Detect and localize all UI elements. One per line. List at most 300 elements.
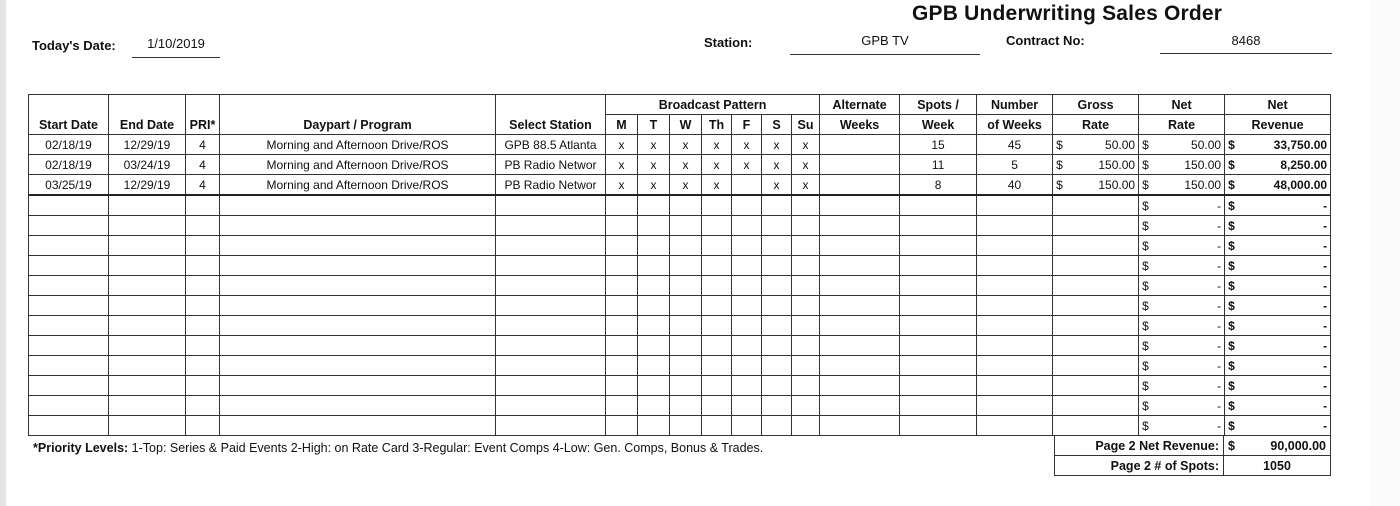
- table-row: [29, 276, 1331, 296]
- currency-symbol: $: [1142, 378, 1149, 393]
- net-revenue-cell[interactable]: [1225, 195, 1331, 216]
- net-rate-cell[interactable]: [1139, 175, 1225, 196]
- net-rate-cell[interactable]: [1139, 296, 1225, 316]
- gross-rate-cell[interactable]: [1053, 336, 1139, 356]
- start-date-cell[interactable]: [29, 356, 109, 376]
- day-m-cell[interactable]: [606, 195, 638, 216]
- day-w-cell[interactable]: [670, 216, 702, 236]
- number-weeks-cell[interactable]: [977, 296, 1053, 316]
- net-rate-cell[interactable]: [1139, 396, 1225, 416]
- net-rate-cell[interactable]: [1139, 135, 1225, 155]
- alternate-weeks-cell[interactable]: [820, 175, 900, 196]
- day-th-cell[interactable]: [702, 396, 732, 416]
- currency-symbol: $: [1228, 438, 1235, 453]
- day-th-cell[interactable]: [702, 195, 732, 216]
- day-m-cell[interactable]: x: [606, 135, 638, 155]
- spots-week-cell[interactable]: [900, 236, 977, 256]
- spots-week-cell[interactable]: 11: [900, 155, 977, 175]
- day-t-cell[interactable]: x: [638, 175, 670, 196]
- order-rows: [29, 135, 1331, 436]
- net-revenue-cell[interactable]: [1225, 276, 1331, 296]
- net-rate-cell[interactable]: [1139, 216, 1225, 236]
- daypart-cell[interactable]: [220, 416, 496, 436]
- table-row: [29, 135, 1331, 155]
- daypart-cell[interactable]: [220, 195, 496, 216]
- station-cell[interactable]: PB Radio Networ: [496, 155, 606, 175]
- alternate-weeks-cell[interactable]: [820, 316, 900, 336]
- number-weeks-cell[interactable]: 45: [977, 135, 1053, 155]
- number-weeks-cell[interactable]: [977, 256, 1053, 276]
- station-cell[interactable]: [496, 296, 606, 316]
- day-f-cell[interactable]: [732, 376, 762, 396]
- pri-cell[interactable]: [186, 396, 220, 416]
- day-th-cell[interactable]: [702, 376, 732, 396]
- alternate-weeks-cell[interactable]: [820, 296, 900, 316]
- currency-symbol: $: [1142, 398, 1149, 413]
- pri-cell[interactable]: [186, 216, 220, 236]
- number-weeks-cell[interactable]: [977, 376, 1053, 396]
- net-revenue-cell[interactable]: [1225, 416, 1331, 436]
- priority-footnote: [33, 441, 763, 455]
- net-revenue-cell[interactable]: [1225, 356, 1331, 376]
- daypart-cell[interactable]: [220, 316, 496, 336]
- col-day-m: M: [606, 115, 638, 135]
- net-revenue-cell[interactable]: [1225, 236, 1331, 256]
- gross-rate-cell[interactable]: [1053, 195, 1139, 216]
- end-date-cell[interactable]: [109, 336, 186, 356]
- day-w-cell[interactable]: [670, 316, 702, 336]
- day-m-cell[interactable]: x: [606, 155, 638, 175]
- day-t-cell[interactable]: x: [638, 135, 670, 155]
- spots-week-cell[interactable]: [900, 216, 977, 236]
- pri-cell[interactable]: [186, 316, 220, 336]
- day-th-cell[interactable]: x: [702, 135, 732, 155]
- day-m-cell[interactable]: [606, 276, 638, 296]
- alternate-weeks-cell[interactable]: [820, 256, 900, 276]
- end-date-cell[interactable]: 12/29/19: [109, 175, 186, 196]
- pri-cell[interactable]: [186, 336, 220, 356]
- station-cell[interactable]: [496, 376, 606, 396]
- day-su-cell[interactable]: [792, 195, 820, 216]
- end-date-cell[interactable]: [109, 356, 186, 376]
- day-s-cell[interactable]: [762, 336, 792, 356]
- day-s-cell[interactable]: [762, 216, 792, 236]
- start-date-cell[interactable]: [29, 276, 109, 296]
- daypart-cell[interactable]: [220, 356, 496, 376]
- alternate-weeks-cell[interactable]: [820, 336, 900, 356]
- spots-week-cell[interactable]: [900, 296, 977, 316]
- alternate-weeks-cell[interactable]: [820, 416, 900, 436]
- daypart-cell[interactable]: [220, 336, 496, 356]
- spots-week-cell[interactable]: [900, 396, 977, 416]
- page-net-revenue-value: 90,000.00: [1270, 438, 1326, 453]
- sales-order-table: [28, 94, 1331, 436]
- net-rate-cell[interactable]: [1139, 256, 1225, 276]
- start-date-cell[interactable]: [29, 376, 109, 396]
- start-date-cell[interactable]: [29, 316, 109, 336]
- end-date-cell[interactable]: [109, 296, 186, 316]
- day-w-cell[interactable]: [670, 376, 702, 396]
- net-revenue-cell-value: -: [1323, 338, 1328, 353]
- number-weeks-cell[interactable]: [977, 316, 1053, 336]
- net-rate-cell-value: -: [1217, 218, 1222, 233]
- net-rate-cell[interactable]: [1139, 416, 1225, 436]
- end-date-cell[interactable]: [109, 376, 186, 396]
- day-w-cell[interactable]: [670, 416, 702, 436]
- day-su-cell[interactable]: x: [792, 155, 820, 175]
- number-weeks-cell[interactable]: [977, 195, 1053, 216]
- pri-cell[interactable]: 4: [186, 135, 220, 155]
- number-weeks-cell[interactable]: [977, 276, 1053, 296]
- day-su-cell[interactable]: [792, 276, 820, 296]
- alternate-weeks-cell[interactable]: [820, 376, 900, 396]
- day-f-cell[interactable]: [732, 336, 762, 356]
- alternate-weeks-cell[interactable]: [820, 236, 900, 256]
- start-date-cell[interactable]: [29, 396, 109, 416]
- alternate-weeks-cell[interactable]: [820, 216, 900, 236]
- gross-rate-cell[interactable]: [1053, 276, 1139, 296]
- daypart-cell[interactable]: [220, 256, 496, 276]
- day-th-cell[interactable]: x: [702, 175, 732, 196]
- net-rate-cell[interactable]: [1139, 236, 1225, 256]
- station-cell[interactable]: [496, 276, 606, 296]
- day-f-cell[interactable]: [732, 396, 762, 416]
- number-weeks-cell[interactable]: [977, 416, 1053, 436]
- net-revenue-cell[interactable]: [1225, 256, 1331, 276]
- day-f-cell[interactable]: [732, 296, 762, 316]
- number-weeks-cell[interactable]: [977, 396, 1053, 416]
- pri-cell[interactable]: [186, 296, 220, 316]
- station-cell[interactable]: GPB 88.5 Atlanta: [496, 135, 606, 155]
- start-date-cell[interactable]: [29, 296, 109, 316]
- start-date-cell[interactable]: 02/18/19: [29, 155, 109, 175]
- day-th-cell[interactable]: [702, 236, 732, 256]
- page-spots-value: 1050: [1224, 456, 1331, 476]
- net-rate-cell[interactable]: [1139, 316, 1225, 336]
- day-t-cell[interactable]: [638, 416, 670, 436]
- day-th-cell[interactable]: [702, 276, 732, 296]
- alternate-weeks-cell[interactable]: [820, 135, 900, 155]
- currency-symbol: $: [1142, 157, 1149, 172]
- net-rate-cell-value: -: [1217, 198, 1222, 213]
- day-t-cell[interactable]: [638, 276, 670, 296]
- net-rate-cell[interactable]: [1139, 195, 1225, 216]
- day-s-cell[interactable]: [762, 236, 792, 256]
- day-s-cell[interactable]: [762, 296, 792, 316]
- number-weeks-cell[interactable]: [977, 216, 1053, 236]
- gross-rate-cell[interactable]: [1053, 236, 1139, 256]
- day-m-cell[interactable]: [606, 236, 638, 256]
- number-weeks-cell[interactable]: 40: [977, 175, 1053, 196]
- end-date-cell[interactable]: 03/24/19: [109, 155, 186, 175]
- start-date-cell[interactable]: 02/18/19: [29, 135, 109, 155]
- day-th-cell[interactable]: [702, 256, 732, 276]
- day-t-cell[interactable]: [638, 296, 670, 316]
- daypart-cell[interactable]: Morning and Afternoon Drive/ROS: [220, 155, 496, 175]
- net-revenue-cell-value: -: [1323, 198, 1328, 213]
- spots-week-cell[interactable]: 8: [900, 175, 977, 196]
- day-t-cell[interactable]: [638, 216, 670, 236]
- pri-cell[interactable]: [186, 256, 220, 276]
- gross-rate-cell[interactable]: [1053, 216, 1139, 236]
- end-date-cell[interactable]: 12/29/19: [109, 135, 186, 155]
- day-t-cell[interactable]: [638, 356, 670, 376]
- pri-cell[interactable]: 4: [186, 175, 220, 196]
- day-su-cell[interactable]: [792, 376, 820, 396]
- daypart-cell[interactable]: [220, 276, 496, 296]
- day-f-cell[interactable]: x: [732, 135, 762, 155]
- day-w-cell[interactable]: [670, 296, 702, 316]
- start-date-cell[interactable]: 03/25/19: [29, 175, 109, 196]
- start-date-cell[interactable]: [29, 416, 109, 436]
- day-t-cell[interactable]: [638, 396, 670, 416]
- day-m-cell[interactable]: [606, 316, 638, 336]
- day-m-cell[interactable]: [606, 256, 638, 276]
- day-m-cell[interactable]: [606, 216, 638, 236]
- net-rate-cell[interactable]: [1139, 376, 1225, 396]
- number-weeks-cell[interactable]: [977, 236, 1053, 256]
- station-cell[interactable]: [496, 396, 606, 416]
- station-cell[interactable]: [496, 236, 606, 256]
- day-m-cell[interactable]: [606, 356, 638, 376]
- day-su-cell[interactable]: [792, 216, 820, 236]
- day-w-cell[interactable]: [670, 256, 702, 276]
- daypart-cell[interactable]: [220, 396, 496, 416]
- day-su-cell[interactable]: [792, 396, 820, 416]
- currency-symbol: $: [1142, 358, 1149, 373]
- day-m-cell[interactable]: [606, 336, 638, 356]
- day-su-cell[interactable]: [792, 316, 820, 336]
- day-s-cell[interactable]: x: [762, 135, 792, 155]
- day-t-cell[interactable]: [638, 236, 670, 256]
- start-date-cell[interactable]: [29, 256, 109, 276]
- station-cell[interactable]: [496, 336, 606, 356]
- pri-cell[interactable]: [186, 276, 220, 296]
- gross-rate-cell[interactable]: [1053, 356, 1139, 376]
- end-date-cell[interactable]: [109, 195, 186, 216]
- day-th-cell[interactable]: [702, 356, 732, 376]
- gross-rate-cell[interactable]: [1053, 256, 1139, 276]
- day-s-cell[interactable]: [762, 256, 792, 276]
- station-cell[interactable]: [496, 316, 606, 336]
- day-w-cell[interactable]: [670, 195, 702, 216]
- pri-cell[interactable]: [186, 195, 220, 216]
- day-w-cell[interactable]: [670, 276, 702, 296]
- day-m-cell[interactable]: [606, 416, 638, 436]
- table-row: [29, 336, 1331, 356]
- day-f-cell[interactable]: [732, 216, 762, 236]
- day-w-cell[interactable]: [670, 336, 702, 356]
- currency-symbol: $: [1228, 418, 1235, 433]
- spots-week-cell[interactable]: [900, 336, 977, 356]
- day-th-cell[interactable]: [702, 216, 732, 236]
- pri-cell[interactable]: [186, 416, 220, 436]
- station-cell[interactable]: [496, 195, 606, 216]
- day-th-cell[interactable]: [702, 336, 732, 356]
- station-cell[interactable]: [496, 416, 606, 436]
- day-su-cell[interactable]: [792, 236, 820, 256]
- spots-week-cell[interactable]: 15: [900, 135, 977, 155]
- day-su-cell[interactable]: x: [792, 135, 820, 155]
- day-t-cell[interactable]: [638, 316, 670, 336]
- day-m-cell[interactable]: x: [606, 175, 638, 196]
- station-cell[interactable]: [496, 216, 606, 236]
- day-s-cell[interactable]: [762, 376, 792, 396]
- net-rate-cell[interactable]: [1139, 276, 1225, 296]
- gross-rate-cell[interactable]: [1053, 175, 1139, 196]
- end-date-cell[interactable]: [109, 316, 186, 336]
- net-revenue-cell[interactable]: [1225, 155, 1331, 175]
- alternate-weeks-cell[interactable]: [820, 155, 900, 175]
- net-rate-cell[interactable]: [1139, 155, 1225, 175]
- day-su-cell[interactable]: [792, 356, 820, 376]
- daypart-cell[interactable]: [220, 376, 496, 396]
- table-row: [29, 316, 1331, 336]
- day-f-cell[interactable]: [732, 256, 762, 276]
- day-f-cell[interactable]: [732, 195, 762, 216]
- alternate-weeks-cell[interactable]: [820, 195, 900, 216]
- day-s-cell[interactable]: x: [762, 155, 792, 175]
- gross-rate-cell[interactable]: [1053, 396, 1139, 416]
- day-m-cell[interactable]: [606, 376, 638, 396]
- day-m-cell[interactable]: [606, 296, 638, 316]
- pri-cell[interactable]: [186, 236, 220, 256]
- start-date-cell[interactable]: [29, 336, 109, 356]
- spots-week-cell[interactable]: [900, 416, 977, 436]
- day-w-cell[interactable]: [670, 236, 702, 256]
- net-revenue-cell[interactable]: [1225, 135, 1331, 155]
- day-th-cell[interactable]: [702, 296, 732, 316]
- end-date-cell[interactable]: [109, 256, 186, 276]
- day-su-cell[interactable]: [792, 296, 820, 316]
- day-su-cell[interactable]: x: [792, 175, 820, 196]
- start-date-cell[interactable]: [29, 195, 109, 216]
- day-f-cell[interactable]: [732, 276, 762, 296]
- col-spots-week-bottom: Week: [900, 115, 977, 135]
- day-t-cell[interactable]: [638, 256, 670, 276]
- day-th-cell[interactable]: [702, 416, 732, 436]
- spots-week-cell[interactable]: [900, 256, 977, 276]
- day-th-cell[interactable]: x: [702, 155, 732, 175]
- page-summary: [1054, 435, 1331, 476]
- spots-week-cell[interactable]: [900, 195, 977, 216]
- table-row: [29, 195, 1331, 216]
- end-date-cell[interactable]: [109, 396, 186, 416]
- gross-rate-cell[interactable]: [1053, 296, 1139, 316]
- net-revenue-cell[interactable]: [1225, 376, 1331, 396]
- net-revenue-cell[interactable]: [1225, 316, 1331, 336]
- number-weeks-cell[interactable]: [977, 336, 1053, 356]
- gross-rate-cell[interactable]: [1053, 376, 1139, 396]
- day-su-cell[interactable]: [792, 336, 820, 356]
- alternate-weeks-cell[interactable]: [820, 276, 900, 296]
- net-revenue-cell[interactable]: [1225, 296, 1331, 316]
- day-w-cell[interactable]: x: [670, 155, 702, 175]
- currency-symbol: $: [1142, 278, 1149, 293]
- gross-rate-cell[interactable]: [1053, 135, 1139, 155]
- net-rate-cell[interactable]: [1139, 356, 1225, 376]
- day-th-cell[interactable]: [702, 316, 732, 336]
- spots-week-cell[interactable]: [900, 376, 977, 396]
- day-s-cell[interactable]: x: [762, 175, 792, 196]
- daypart-cell[interactable]: Morning and Afternoon Drive/ROS: [220, 135, 496, 155]
- day-s-cell[interactable]: [762, 396, 792, 416]
- currency-symbol: $: [1228, 137, 1235, 152]
- end-date-cell[interactable]: [109, 236, 186, 256]
- day-su-cell[interactable]: [792, 256, 820, 276]
- spots-week-cell[interactable]: [900, 316, 977, 336]
- start-date-cell[interactable]: [29, 216, 109, 236]
- day-f-cell[interactable]: [732, 416, 762, 436]
- day-w-cell[interactable]: x: [670, 175, 702, 196]
- alternate-weeks-cell[interactable]: [820, 356, 900, 376]
- pri-cell[interactable]: 4: [186, 155, 220, 175]
- day-w-cell[interactable]: [670, 396, 702, 416]
- station-cell[interactable]: PB Radio Networ: [496, 175, 606, 196]
- day-s-cell[interactable]: [762, 316, 792, 336]
- station-cell[interactable]: [496, 356, 606, 376]
- station-value[interactable]: GPB TV: [861, 33, 909, 48]
- day-s-cell[interactable]: [762, 416, 792, 436]
- number-weeks-cell[interactable]: [977, 356, 1053, 376]
- currency-symbol: $: [1228, 218, 1235, 233]
- gross-rate-cell[interactable]: [1053, 155, 1139, 175]
- day-t-cell[interactable]: [638, 336, 670, 356]
- net-rate-cell[interactable]: [1139, 336, 1225, 356]
- spots-week-cell[interactable]: [900, 356, 977, 376]
- pri-cell[interactable]: [186, 356, 220, 376]
- net-revenue-cell[interactable]: [1225, 396, 1331, 416]
- daypart-cell[interactable]: [220, 296, 496, 316]
- pri-cell[interactable]: [186, 376, 220, 396]
- spots-week-cell[interactable]: [900, 276, 977, 296]
- day-s-cell[interactable]: [762, 195, 792, 216]
- day-s-cell[interactable]: [762, 276, 792, 296]
- day-f-cell[interactable]: [732, 356, 762, 376]
- alternate-weeks-cell[interactable]: [820, 396, 900, 416]
- net-revenue-cell[interactable]: [1225, 175, 1331, 196]
- day-f-cell[interactable]: [732, 236, 762, 256]
- net-revenue-cell[interactable]: [1225, 336, 1331, 356]
- end-date-cell[interactable]: [109, 216, 186, 236]
- daypart-cell[interactable]: Morning and Afternoon Drive/ROS: [220, 175, 496, 196]
- todays-date-value[interactable]: 1/10/2019: [147, 36, 205, 51]
- station-cell[interactable]: [496, 256, 606, 276]
- gross-rate-cell[interactable]: [1053, 316, 1139, 336]
- contract-value[interactable]: 8468: [1231, 33, 1261, 48]
- day-w-cell[interactable]: x: [670, 135, 702, 155]
- day-t-cell[interactable]: [638, 376, 670, 396]
- day-f-cell[interactable]: [732, 175, 762, 196]
- day-f-cell[interactable]: x: [732, 155, 762, 175]
- daypart-cell[interactable]: [220, 216, 496, 236]
- day-t-cell[interactable]: x: [638, 155, 670, 175]
- day-t-cell[interactable]: [638, 195, 670, 216]
- day-f-cell[interactable]: [732, 316, 762, 336]
- end-date-cell[interactable]: [109, 416, 186, 436]
- net-rate-cell-value: -: [1217, 258, 1222, 273]
- net-revenue-cell[interactable]: [1225, 216, 1331, 236]
- end-date-cell[interactable]: [109, 276, 186, 296]
- number-weeks-cell[interactable]: 5: [977, 155, 1053, 175]
- day-su-cell[interactable]: [792, 416, 820, 436]
- day-m-cell[interactable]: [606, 396, 638, 416]
- daypart-cell[interactable]: [220, 236, 496, 256]
- start-date-cell[interactable]: [29, 236, 109, 256]
- day-w-cell[interactable]: [670, 356, 702, 376]
- gross-rate-cell[interactable]: [1053, 416, 1139, 436]
- day-s-cell[interactable]: [762, 356, 792, 376]
